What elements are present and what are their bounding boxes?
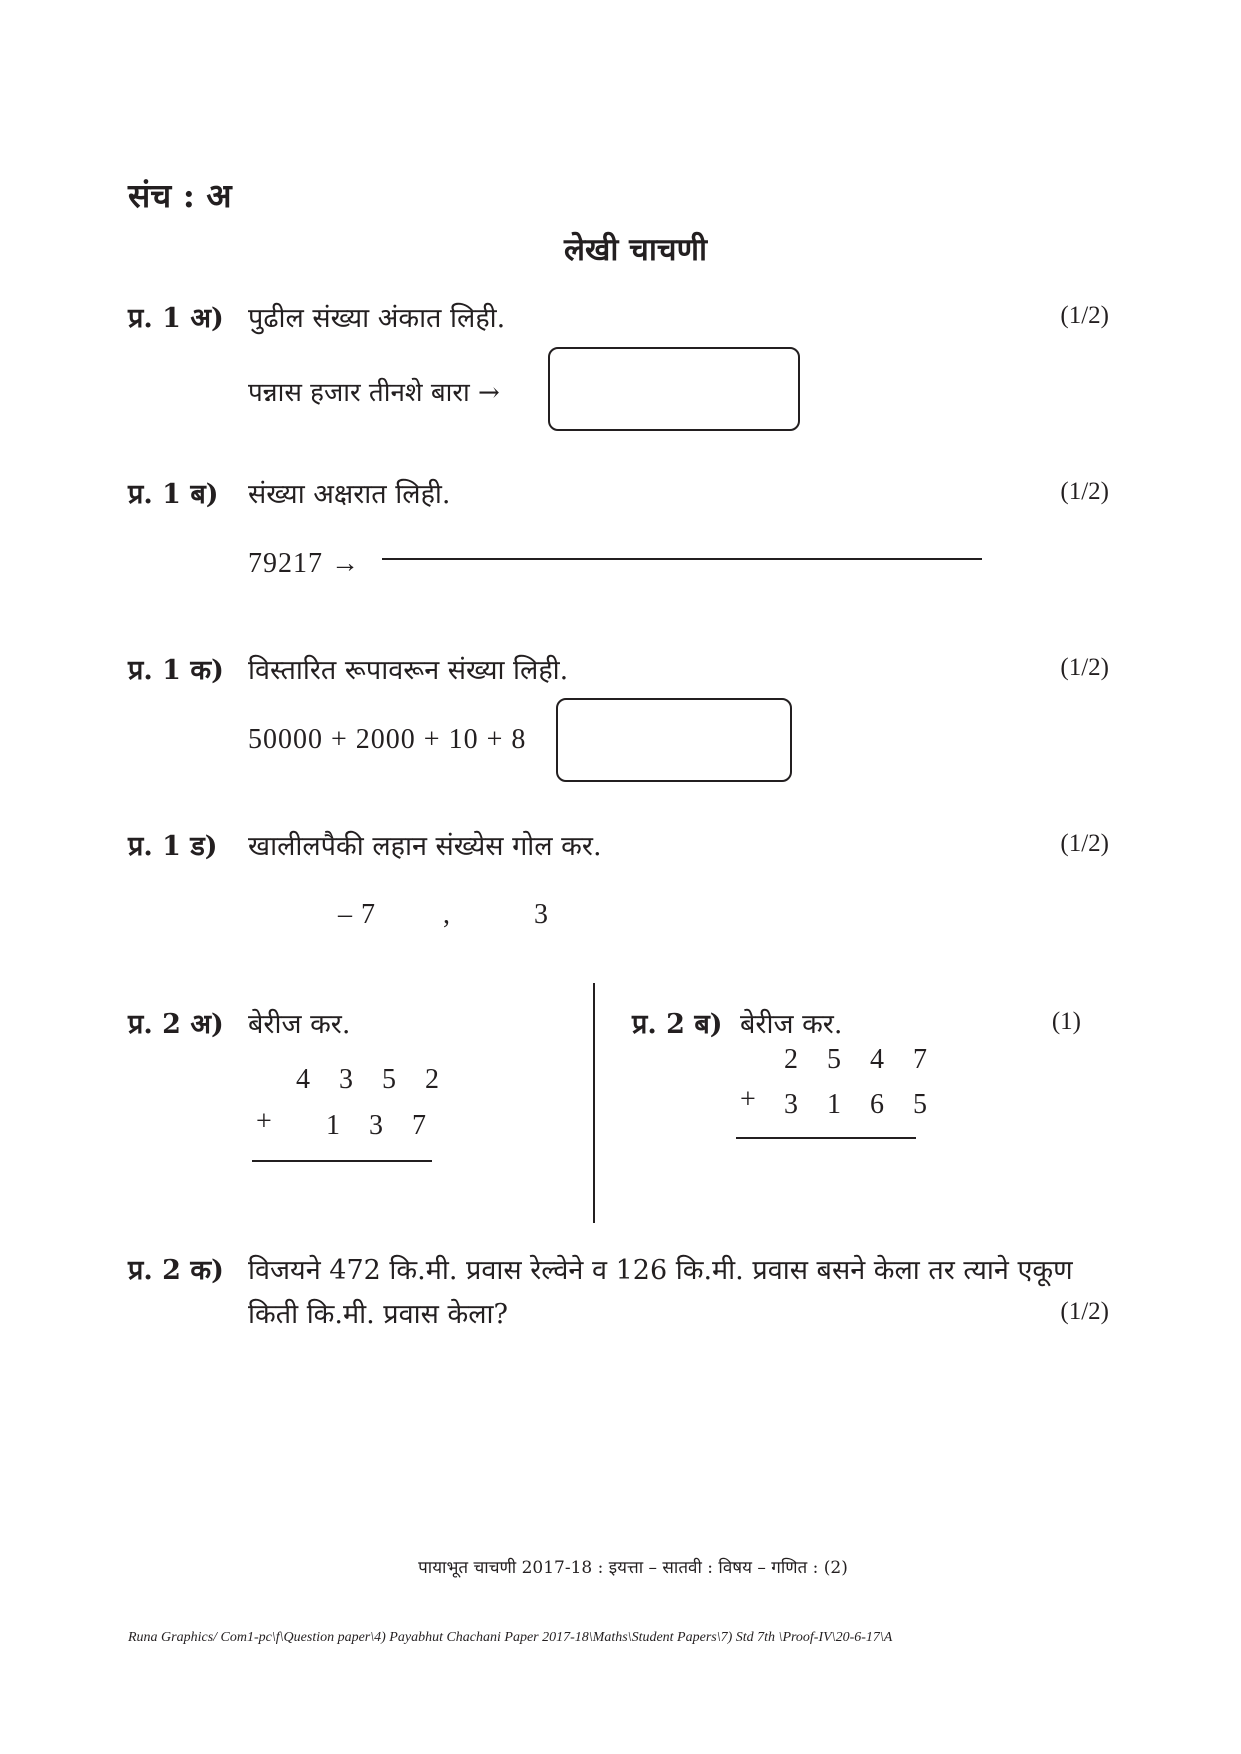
q1b-prompt: 79217 →: [248, 548, 360, 579]
q2c-label: प्र. 2 क): [128, 1255, 224, 1286]
q1a-label: प्र. 1 अ): [128, 303, 224, 334]
q1c-label: प्र. 1 क): [128, 655, 224, 686]
q1b-answer-line[interactable]: [382, 558, 982, 560]
q2c-line-1: विजयने 472 कि.मी. प्रवास रेल्वेने व 126 कि.मी. प्रवास बसने केला तर त्याने एकूण: [248, 1255, 1073, 1286]
set-label: संच : अ: [128, 176, 232, 215]
q1a-text: पुढील संख्या अंकात लिही.: [248, 303, 506, 334]
q2a-label: प्र. 2 अ): [128, 1009, 224, 1040]
q1d-option-1[interactable]: – 7: [338, 899, 376, 930]
q1d-separator: ,: [443, 899, 451, 930]
q1a-marks: (1/2): [1060, 302, 1109, 329]
q2b-text: बेरीज कर.: [740, 1009, 843, 1040]
q1c-answer-box[interactable]: [556, 698, 792, 782]
file-path: Runa Graphics/ Com1-pc\f\Question paper\4) Payabhut Chachani Paper 2017-18\Maths\Student Papers\7) Std 7th \Proof-IV\20-6-17\A: [128, 1630, 893, 1645]
q2a-text: बेरीज कर.: [248, 1009, 351, 1040]
q2c-line-2: किती कि.मी. प्रवास केला?: [248, 1299, 509, 1330]
column-divider: [593, 983, 595, 1223]
q1b-label: प्र. 1 ब): [128, 479, 219, 510]
q2a-addend-2: 1 3 7: [326, 1110, 437, 1141]
q1d-option-2[interactable]: 3: [534, 899, 549, 930]
q1d-text: खालीलपैकी लहान संख्येस गोल कर.: [248, 831, 602, 862]
q2b-label: प्र. 2 ब): [632, 1009, 723, 1040]
q1d-label: प्र. 1 ड): [128, 831, 218, 862]
q2b-marks: (1): [1051, 1008, 1081, 1035]
q2b-sum-line: [736, 1137, 916, 1139]
q1d-marks: (1/2): [1060, 830, 1109, 857]
q1c-marks: (1/2): [1060, 654, 1109, 681]
q2a-plus: +: [256, 1106, 283, 1137]
q1b-marks: (1/2): [1060, 478, 1109, 505]
q2a-sum-line: [252, 1160, 432, 1162]
q2b-addend-2: 3 1 6 5: [784, 1089, 938, 1120]
page-footer: पायाभूत चाचणी 2017-18 : इयत्ता – सातवी : विषय – गणित : (2): [418, 1558, 848, 1578]
q2c-marks: (1/2): [1060, 1298, 1109, 1325]
q1c-text: विस्तारित रूपावरून संख्या लिही.: [248, 655, 569, 686]
q1a-answer-box[interactable]: [548, 347, 800, 431]
q1a-prompt: पन्नास हजार तीनशे बारा →: [248, 378, 500, 408]
q1b-text: संख्या अक्षरात लिही.: [248, 479, 451, 510]
page-title: लेखी चाचणी: [563, 232, 708, 268]
q2b-addend-1: 2 5 4 7: [784, 1044, 938, 1075]
q2b-plus: +: [740, 1084, 767, 1115]
q2a-addend-1: 4 3 5 2: [296, 1064, 450, 1095]
q1c-prompt: 50000 + 2000 + 10 + 8: [248, 724, 527, 755]
